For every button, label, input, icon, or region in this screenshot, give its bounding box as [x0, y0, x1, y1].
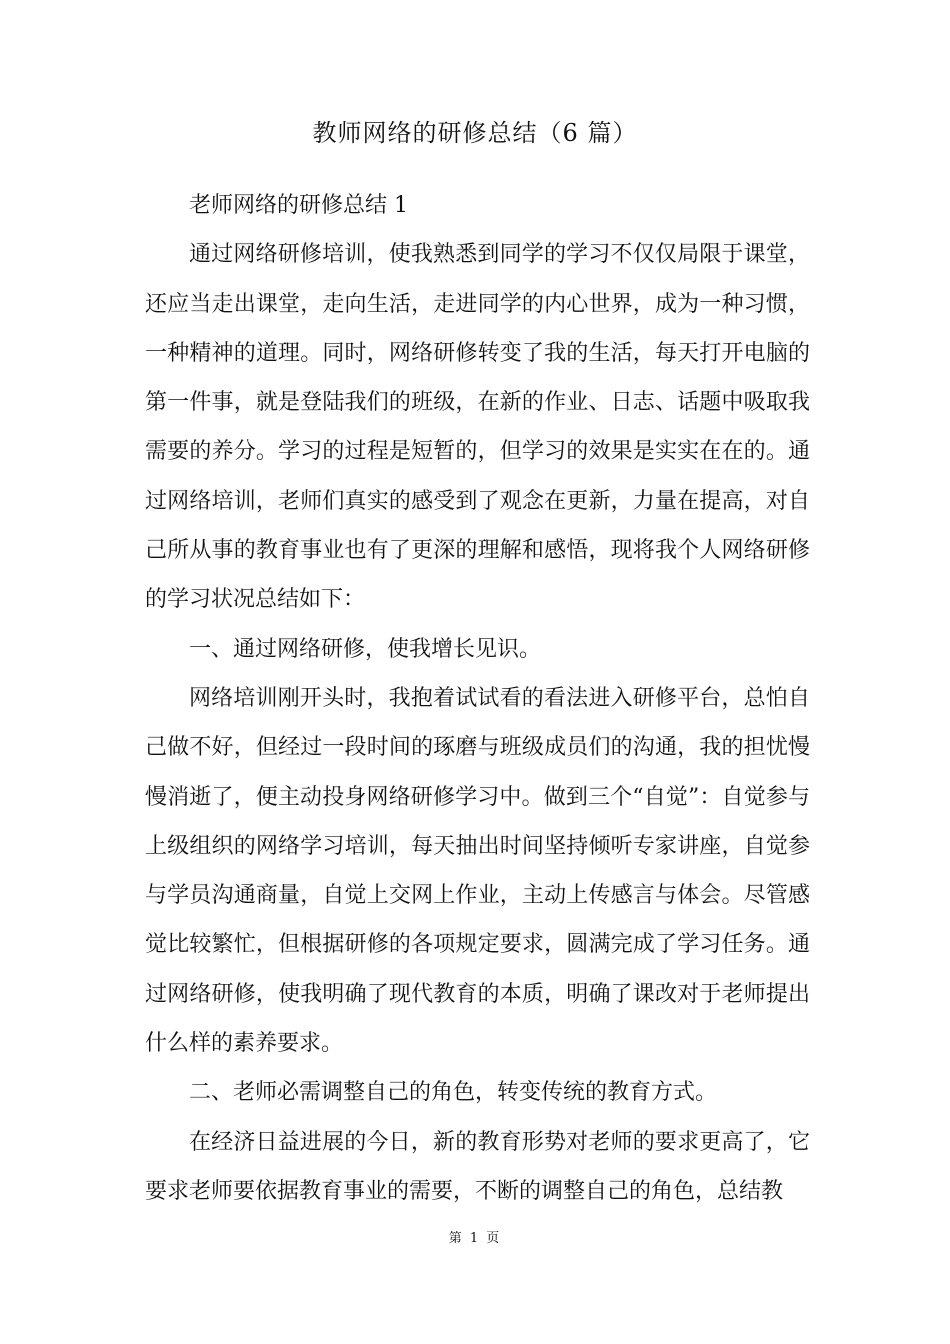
paragraph: 网络培训刚开头时，我抱着试试看的看法进入研修平台，总怕自己做不好，但经过一段时间的琢磨与班级成员们的沟通，我的担忧慢慢消逝了，便主动投身网络研修学习中。做到三个“自觉”：自觉参与上级组织的网络学习培训，每天抽出时间坚持倾听专家讲座，自觉参与学员沟通商量，自觉上交网上作业，主动上传感言与体会。尽管感觉比较繁忙，但根据研修的各项规定要求，圆满完成了学习任务。通过网络研修，使我明确了现代教育的本质，明确了课改对于老师提出什么样的素养要求。: [145, 685, 810, 1057]
document-body: [145, 181, 810, 1216]
paragraph: 在经济日益进展的今日，新的教育形势对老师的要求更高了，它要求老师要依据教育事业的需要，不断的调整自己的角色，总结教: [145, 1129, 810, 1204]
section-heading: 一、通过网络研修，使我增长见识。: [189, 636, 542, 662]
section-heading: 二、老师必需调整自己的角色，转变传统的教育方式。: [189, 1080, 718, 1106]
document-title: 教师网络的研修总结（6 篇）: [312, 119, 638, 147]
section-heading: 老师网络的研修总结 1: [189, 193, 408, 218]
paragraph: 通过网络研修培训，使我熟悉到同学的学习不仅仅局限于课堂，还应当走出课堂，走向生活，走进同学的内心世界，成为一种习惯，一种精神的道理。同时，网络研修转变了我的生活，每天打开电脑的第一件事，就是登陆我们的班级，在新的作业、日志、话题中吸取我需要的养分。学习的过程是短暂的，但学习的效果是实实在在的。通过网络培训，老师们真实的感受到了观念在更新，力量在提高，对自己所从事的教育事业也有了更深的理解和感悟，现将我个人网络研修的学习状况总结如下：: [145, 242, 810, 613]
page-number: 第 1 页: [448, 1231, 502, 1246]
